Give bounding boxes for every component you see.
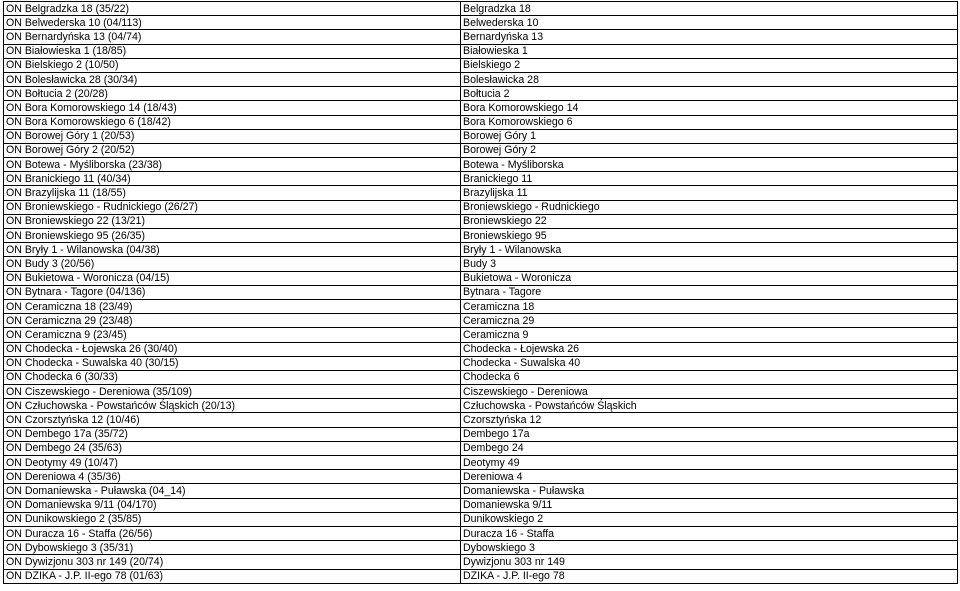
location-code-cell: ON Borowej Góry 1 (20/53) — [4, 129, 461, 143]
table-row — [4, 2, 958, 16]
location-name-cell: Bryły 1 - Wilanowska — [461, 243, 958, 257]
location-code-cell: ON Belgradzka 18 (35/22) — [4, 2, 461, 16]
location-name-cell: Chodecka - Łojewska 26 — [461, 342, 958, 356]
location-code-cell: ON Deotymy 49 (10/47) — [4, 456, 461, 470]
location-name-cell: Bora Komorowskiego 14 — [461, 101, 958, 115]
location-code-cell: ON Czorsztyńska 12 (10/46) — [4, 413, 461, 427]
table-row — [4, 399, 958, 413]
location-code-cell: ON Brazylijska 11 (18/55) — [4, 186, 461, 200]
location-name-cell: Broniewskiego 22 — [461, 214, 958, 228]
location-code-cell: ON Bora Komorowskiego 14 (18/43) — [4, 101, 461, 115]
location-name-cell: Ceramiczna 29 — [461, 314, 958, 328]
table-row — [4, 370, 958, 384]
location-code-cell: ON Belwederska 10 (04/113) — [4, 16, 461, 30]
location-name-cell: Chodecka 6 — [461, 370, 958, 384]
table-row — [4, 243, 958, 257]
table-row — [4, 58, 958, 72]
location-name-cell: Brazylijska 11 — [461, 186, 958, 200]
location-name-cell: Belgradzka 18 — [461, 2, 958, 16]
table-row — [4, 200, 958, 214]
location-code-cell: ON Budy 3 (20/56) — [4, 257, 461, 271]
table-row — [4, 44, 958, 58]
location-name-cell: Bernardyńska 13 — [461, 30, 958, 44]
location-code-cell: ON Ceramiczna 29 (23/48) — [4, 314, 461, 328]
location-name-cell: Bielskiego 2 — [461, 58, 958, 72]
location-code-cell: ON Branickiego 11 (40/34) — [4, 172, 461, 186]
table-row — [4, 328, 958, 342]
location-code-cell: ON Bolesławicka 28 (30/34) — [4, 72, 461, 86]
location-code-cell: ON Bora Komorowskiego 6 (18/42) — [4, 115, 461, 129]
location-code-cell: ON Ceramiczna 9 (23/45) — [4, 328, 461, 342]
location-code-cell: ON Dembego 17a (35/72) — [4, 427, 461, 441]
locations-table — [3, 1, 958, 584]
location-name-cell: Bora Komorowskiego 6 — [461, 115, 958, 129]
location-code-cell: ON Bołtucia 2 (20/28) — [4, 87, 461, 101]
table-row — [4, 285, 958, 299]
location-name-cell: Borowej Góry 1 — [461, 129, 958, 143]
location-name-cell: Branickiego 11 — [461, 172, 958, 186]
location-code-cell: ON Dereniowa 4 (35/36) — [4, 470, 461, 484]
table-row — [4, 72, 958, 86]
table-row — [4, 16, 958, 30]
location-code-cell: ON Broniewskiego 22 (13/21) — [4, 214, 461, 228]
location-code-cell: ON Botewa - Myśliborska (23/38) — [4, 158, 461, 172]
table-row — [4, 214, 958, 228]
location-code-cell: ON Dybowskiego 3 (35/31) — [4, 541, 461, 555]
location-name-cell: Bolesławicka 28 — [461, 72, 958, 86]
location-name-cell: Ceramiczna 9 — [461, 328, 958, 342]
location-name-cell: Botewa - Myśliborska — [461, 158, 958, 172]
location-code-cell: ON Duracza 16 - Staffa (26/56) — [4, 526, 461, 540]
table-row — [4, 158, 958, 172]
table-row — [4, 129, 958, 143]
table-body — [4, 2, 958, 584]
location-code-cell: ON Człuchowska - Powstańców Śląskich (20/13) — [4, 399, 461, 413]
location-code-cell: ON Dywizjonu 303 nr 149 (20/74) — [4, 555, 461, 569]
table-row — [4, 526, 958, 540]
table-row — [4, 484, 958, 498]
location-name-cell: Broniewskiego - Rudnickiego — [461, 200, 958, 214]
location-code-cell: ON Broniewskiego - Rudnickiego (26/27) — [4, 200, 461, 214]
table-row — [4, 413, 958, 427]
location-code-cell: ON Białowieska 1 (18/85) — [4, 44, 461, 58]
table-row — [4, 498, 958, 512]
location-name-cell: Broniewskiego 95 — [461, 229, 958, 243]
location-name-cell: Bytnara - Tagore — [461, 285, 958, 299]
table-row — [4, 229, 958, 243]
table-row — [4, 342, 958, 356]
table-row — [4, 87, 958, 101]
location-code-cell: ON Domaniewska - Puławska (04_14) — [4, 484, 461, 498]
table-row — [4, 101, 958, 115]
location-name-cell: Czorsztyńska 12 — [461, 413, 958, 427]
location-code-cell: ON Borowej Góry 2 (20/52) — [4, 143, 461, 157]
location-name-cell: Bołtucia 2 — [461, 87, 958, 101]
location-code-cell: ON Chodecka - Łojewska 26 (30/40) — [4, 342, 461, 356]
location-name-cell: Chodecka - Suwalska 40 — [461, 356, 958, 370]
location-code-cell: ON Chodecka - Suwalska 40 (30/15) — [4, 356, 461, 370]
location-code-cell: ON Bryły 1 - Wilanowska (04/38) — [4, 243, 461, 257]
location-name-cell: Człuchowska - Powstańców Śląskich — [461, 399, 958, 413]
location-name-cell: Białowieska 1 — [461, 44, 958, 58]
location-name-cell: Dywizjonu 303 nr 149 — [461, 555, 958, 569]
table-row — [4, 257, 958, 271]
location-code-cell: ON Bytnara - Tagore (04/136) — [4, 285, 461, 299]
table-row — [4, 115, 958, 129]
location-name-cell: Ceramiczna 18 — [461, 299, 958, 313]
location-name-cell: Dybowskiego 3 — [461, 541, 958, 555]
location-code-cell: ON Bernardyńska 13 (04/74) — [4, 30, 461, 44]
location-name-cell: Dunikowskiego 2 — [461, 512, 958, 526]
location-code-cell: ON Chodecka 6 (30/33) — [4, 370, 461, 384]
location-name-cell: Dembego 24 — [461, 441, 958, 455]
table-row — [4, 456, 958, 470]
table-row — [4, 470, 958, 484]
table-row — [4, 441, 958, 455]
table-row — [4, 427, 958, 441]
location-name-cell: Duracza 16 - Staffa — [461, 526, 958, 540]
table-row — [4, 143, 958, 157]
location-code-cell: ON Bielskiego 2 (10/50) — [4, 58, 461, 72]
table-row — [4, 512, 958, 526]
location-name-cell: Bukietowa - Woronicza — [461, 271, 958, 285]
table-row — [4, 30, 958, 44]
table-row — [4, 172, 958, 186]
location-name-cell: Budy 3 — [461, 257, 958, 271]
table-row — [4, 356, 958, 370]
table-row — [4, 541, 958, 555]
location-code-cell: ON Domaniewska 9/11 (04/170) — [4, 498, 461, 512]
table-row — [4, 555, 958, 569]
table-row — [4, 186, 958, 200]
table-row — [4, 385, 958, 399]
table-row — [4, 299, 958, 313]
document-sheet — [3, 1, 957, 584]
location-code-cell: ON Bukietowa - Woronicza (04/15) — [4, 271, 461, 285]
location-name-cell: Dereniowa 4 — [461, 470, 958, 484]
location-code-cell: ON Broniewskiego 95 (26/35) — [4, 229, 461, 243]
location-name-cell: Dembego 17a — [461, 427, 958, 441]
location-code-cell: ON Dembego 24 (35/63) — [4, 441, 461, 455]
table-row — [4, 271, 958, 285]
location-name-cell: Deotymy 49 — [461, 456, 958, 470]
location-name-cell: Belwederska 10 — [461, 16, 958, 30]
location-code-cell: ON Ceramiczna 18 (23/49) — [4, 299, 461, 313]
location-code-cell: ON DZIKA - J.P. II-ego 78 (01/63) — [4, 569, 461, 583]
table-row — [4, 314, 958, 328]
location-name-cell: Borowej Góry 2 — [461, 143, 958, 157]
location-code-cell: ON Ciszewskiego - Dereniowa (35/109) — [4, 385, 461, 399]
location-name-cell: Ciszewskiego - Dereniowa — [461, 385, 958, 399]
location-name-cell: DZIKA - J.P. II-ego 78 — [461, 569, 958, 583]
location-code-cell: ON Dunikowskiego 2 (35/85) — [4, 512, 461, 526]
table-row — [4, 569, 958, 583]
location-name-cell: Domaniewska 9/11 — [461, 498, 958, 512]
location-name-cell: Domaniewska - Puławska — [461, 484, 958, 498]
